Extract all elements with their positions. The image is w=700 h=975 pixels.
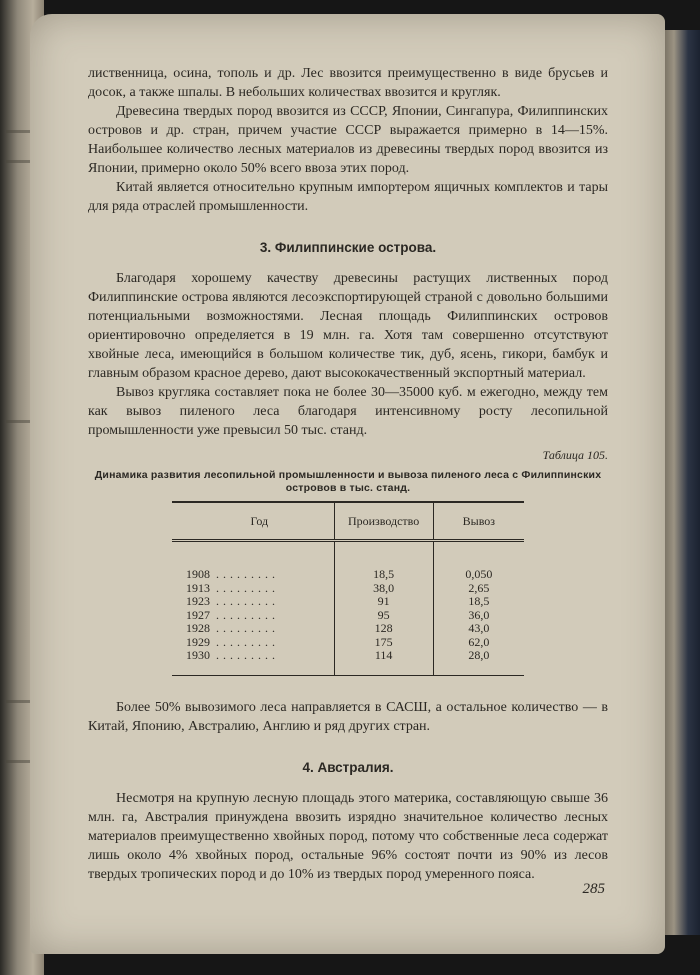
table-reference: Таблица 105. (542, 448, 608, 462)
table-row: 1913 ......... 38,0 2,65 (172, 582, 524, 596)
paragraph-3: Китай является относительно крупным импортером ящичных комплектов и тары для ряда отраслей промышленности. (88, 180, 608, 214)
table-row: 1927 ......... 95 36,0 (172, 609, 524, 623)
paragraph-2: Древесина твердых пород ввозится из СССР, Японии, Сингапура, Филиппинских островов и др. стран, причем участие СССР выражается примерно в 14—15%. Наибольшее количество лесных материалов из древесины твердых пород ввозится из Японии, примерно около 50% всего ввоза этих пород. (88, 104, 608, 176)
row-production: 128 (334, 622, 433, 636)
row-year: 1929 (186, 634, 210, 649)
header-production: Производство (334, 502, 433, 541)
row-year: 1927 (186, 607, 210, 622)
row-production: 38,0 (334, 582, 433, 596)
header-export: Вывоз (433, 502, 524, 541)
table-row: 1929 ......... 175 62,0 (172, 636, 524, 650)
row-production: 91 (334, 595, 433, 609)
table-row: 1928 ......... 128 43,0 (172, 622, 524, 636)
table-caption: Динамика развития лесопильной промышленности и вывоза пиленого леса с Филиппинских островов в тыс. станд. (94, 469, 602, 494)
row-export: 0,050 (465, 567, 493, 582)
paragraph-6: Более 50% вывозимого леса направляется в САСШ, а остальное количество — в Китай, Японию, Австралию, Англию и ряд других стран. (88, 699, 608, 734)
table-row: 1923 ......... 91 18,5 (172, 595, 524, 609)
row-year: 1908 (186, 567, 210, 582)
row-production: 95 (334, 609, 433, 623)
row-export: 43,0 (468, 621, 490, 636)
row-year: 1930 (186, 648, 210, 663)
row-export: 2,65 (468, 580, 490, 595)
row-year: 1923 (186, 594, 210, 609)
section-heading-australia: 4. Австралия. (302, 759, 394, 775)
page-text (88, 64, 608, 884)
row-production: 114 (334, 649, 433, 663)
page-number: 285 (582, 881, 605, 897)
philippines-lumber-table (172, 501, 524, 676)
header-year: Год (172, 502, 334, 541)
row-export: 18,5 (468, 594, 490, 609)
table-row: 1908 ......... 18,5 0,050 (172, 568, 524, 582)
row-production: 18,5 (334, 568, 433, 582)
book-cover-edge (660, 30, 700, 935)
row-export: 62,0 (468, 634, 490, 649)
row-export: 28,0 (468, 648, 490, 663)
paragraph-1: лиственница, осина, тополь и др. Лес ввозится преимущественно в виде брусьев и досок, а также шпалы. В небольших количествах ввозится и кругляк. (88, 66, 608, 100)
section-heading-philippines: 3. Филиппинские острова. (259, 240, 437, 255)
paragraph-5: Вывоз кругляка составляет пока не более 30—35000 куб. м ежегодно, между тем как вывоз пиленого леса благодаря интенсивному росту лесопильной промышленности уже превысил 50 тыс. станд. (88, 385, 608, 438)
row-production: 175 (334, 636, 433, 650)
book-page (30, 14, 665, 954)
row-export: 36,0 (468, 607, 490, 622)
paragraph-7: Несмотря на крупную лесную площадь этого материка, составляющую свыше 36 млн. га, Австралия принуждена ввозить изрядно значительное количество лесных материалов преимущественно хвойных пород, потому что собственные леса содержат лишь около 4% хвойных пород, остальные 96% состоят почти из 90% из лесов твердых тропических пород и до 10% из твердых пород умеренного пояса. (88, 790, 608, 882)
row-year: 1928 (186, 621, 210, 636)
table-row: 1930 ......... 114 28,0 (172, 649, 524, 663)
paragraph-4: Благодаря хорошему качеству древесины растущих лиственных пород Филиппинские острова являются лесоэкспортирующей страной с довольно большими потенциальными возможностями. Лесная площадь Филиппинских островов ориентировочно определяется в 19 млн. га. Хотя там совершенно отсутствуют хвойные леса, имеющийся в большом количестве тик, дуб, ясень, гикори, бамбук и главным образом красное дерево, дают высококачественный экспортный материал. (88, 271, 608, 381)
row-year: 1913 (186, 580, 210, 595)
